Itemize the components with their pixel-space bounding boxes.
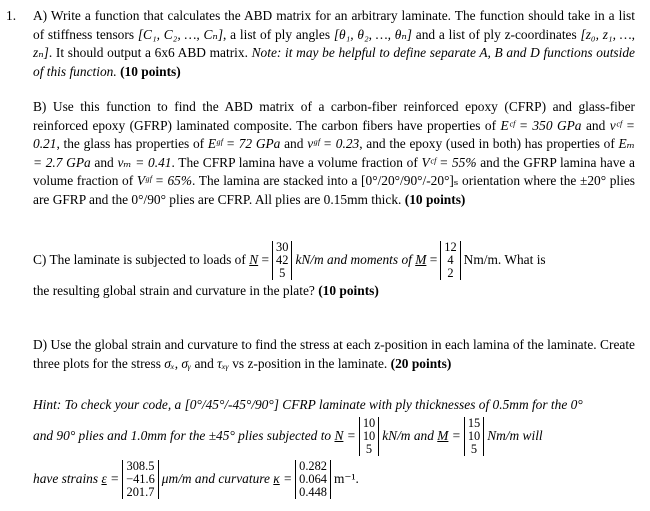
hint-n-0: 10 [362,415,376,430]
tau-xy: τₓᵧ [217,355,229,371]
part-a-t3: and a list of ply z-coordinates [412,26,577,42]
part-d-points: (20 points) [390,355,452,371]
hint-line1: Hint: To check your code, a [0°/45°/-45°/90°] CFRP laminate with ply thicknesses of 0.5mm for the 0° [33,397,583,412]
angle-list: [θ₁, θ₂, …, θₙ] [333,26,413,42]
n-2: 5 [279,266,286,280]
part-d-t1: D) Use the global strain and curvature to find the stress at each z-position in each lamina of the laminate. Create three plots for the stress [33,337,635,371]
hint-m-0: 15 [467,415,481,430]
part-c-t3: Nm/m. What is [463,252,546,268]
part-b-t2: and [585,117,606,133]
epsilon-label: ε [101,470,107,486]
vcf-value: νᶜᶠ = 0.21 [33,117,635,152]
hint-n-1: 10 [362,428,376,443]
kappa-1: 0.064 [299,471,328,486]
part-b-t3: , the glass has properties of [56,136,205,152]
part-a-t2: , a list of ply angles [223,26,331,42]
hint-n-2: 5 [365,441,373,456]
part-c [33,241,635,301]
question-number: 1. [6,8,17,23]
m-vector [440,241,460,280]
kappa-2: 0.448 [299,484,328,499]
part-c-points: (10 points) [318,283,379,298]
hint-t5: have strains [33,470,99,486]
part-b-t7: . The CFRP lamina have a volume fraction of [171,154,418,170]
egf-value: Eᵍᶠ = 72 GPa [207,136,281,152]
part-a-t4: . It should output a 6x6 ABD matrix. [48,45,248,61]
vcf-fraction: Vᶜᶠ = 55% [421,154,477,170]
part-d-text: D) Use the global strain and curvature to find the stress at each z-position in each lamina of the laminate. Create three plots for the stress σₓ, σᵧ and τₓᵧ vs z-position in the laminate. (20 points) [33,337,635,371]
part-b-t8: and the GFRP lamina have a volume fraction of [33,154,636,189]
m-label: M [415,252,427,268]
n-0: 30 [276,240,289,254]
sigma-x: σₓ [164,355,175,371]
hint-line3: have strains ε = 308.5 −41.6 201.7 μm/m and curvature κ = 0.282 0.064 0.448 m⁻¹. [33,458,359,499]
hint-line2: and 90° plies and 1.0mm for the ±45° plies subjected to N = 10 10 5 kN/m and M = 15 10 5 Nm/m will [33,415,543,456]
strain-1: −41.6 [126,471,155,486]
part-b-t5: , and the epoxy (used in both) has properties of [359,136,615,152]
hint-m-1: 10 [467,428,481,443]
stiffness-list: [C₁, C₂, …, Cₙ] [137,26,224,42]
m-1: 4 [447,253,454,267]
vgf-value: νᵍᶠ = 0.23 [307,136,360,152]
hint-t7: m⁻¹. [334,470,359,486]
part-c-t1: C) The laminate is subjected to loads of [33,252,246,268]
n-label: N [249,252,259,268]
z-list: [z₀, z₁, …, zₙ] [33,26,635,61]
part-b-t4: and [284,136,304,152]
part-a [33,7,635,81]
sigma-y: σᵧ [181,355,192,371]
vgf-fraction: Vᵍᶠ = 65% [136,173,193,189]
part-b [33,98,635,210]
strain-vector [122,460,159,499]
hint-n-vector [359,417,379,456]
strain-2: 201.7 [126,484,155,499]
hint-m-label: M [437,427,449,443]
part-c-line1: C) The laminate is subjected to loads of N = 30 42 5 kN/m and moments of M = 12 4 2 Nm/m. What is [33,240,546,280]
curvature-vector [295,460,331,499]
part-a-note: Note: it may be helpful to define separate A, B and D functions outside of this function. [33,45,635,79]
part-c-t4: the resulting global strain and curvature in the plate? [33,283,315,298]
hint [33,396,635,499]
part-a-points: (10 points) [120,63,181,79]
hint-m-vector [464,417,484,456]
hint-n-label: N [334,427,344,443]
hint-t3: kN/m and [382,427,434,443]
part-b-points: (10 points) [404,191,466,207]
part-d [33,336,635,373]
part-c-line2 [33,282,635,301]
ecf-value: Eᶜᶠ = 350 GPa [500,117,582,133]
hint-t2: and 90° plies and 1.0mm for the ±45° plies subjected to [33,427,332,443]
hint-t6: μm/m and curvature [161,470,270,486]
n-vector [272,241,292,280]
part-b-intro: B) Use this function to find the ABD matrix of a carbon-fiber reinforced epoxy (CFRP) and glass-fiber reinforced epoxy (GFRP) laminated composite. The carbon fibers have properties of [33,99,635,133]
hint-m-2: 5 [470,441,478,456]
kappa-label: κ [273,470,280,486]
vm-value: νₘ = 0.41 [117,154,172,170]
m-2: 2 [447,266,454,280]
part-a-intro: Write a function that calculates the ABD matrix for an arbitrary laminate. The function should take in a list of stiffness tensors [33,8,635,42]
part-b-t6: and [94,154,114,170]
part-c-t2: kN/m and moments of [295,252,412,268]
em-value: Eₘ = 2.7 GPa [33,136,635,170]
part-b-t9: . The lamina are stacked into a [0°/20°/90°/-20°]ₛ orientation where the ±20° plies are GFRP and the 0°/90° plies are CFRP. All plies are 0.15mm thick. [33,173,636,207]
strain-0: 308.5 [126,458,155,473]
part-d-t2: vs z-position in the laminate. [232,355,388,371]
hint-t4: Nm/m will [487,427,543,443]
part-b-text [33,98,635,210]
n-1: 42 [276,253,289,267]
m-0: 12 [444,240,457,254]
part-a-label: A) [33,8,48,23]
kappa-0: 0.282 [299,458,328,473]
part-a-text [33,7,635,81]
